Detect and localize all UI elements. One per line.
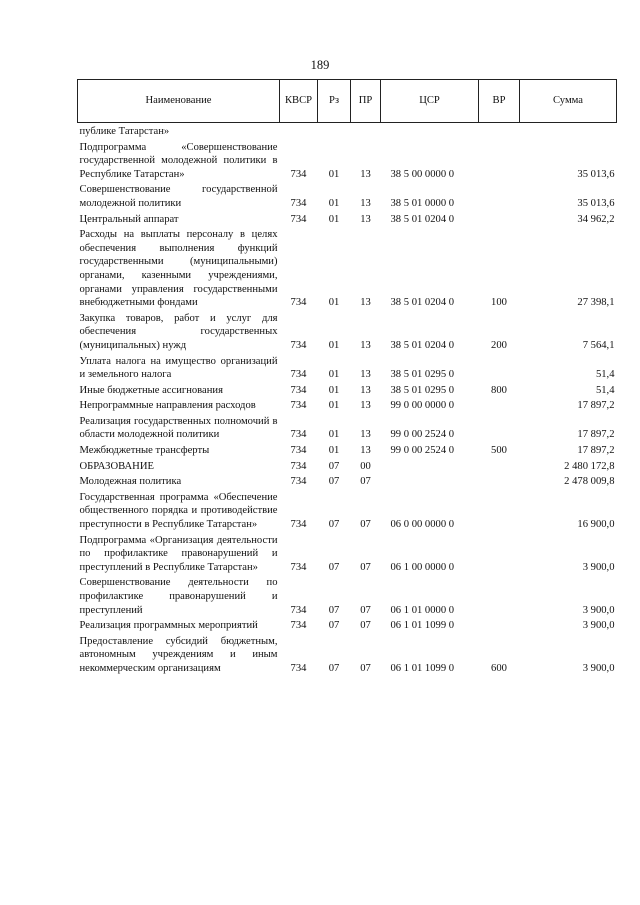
table-row [78, 312, 617, 355]
cell-rz: 01 [328, 339, 340, 351]
cell-csr: 38 5 01 0000 0 [390, 197, 455, 209]
cell-vr [479, 213, 520, 229]
cell-rz: 01 [328, 400, 340, 412]
table-body [78, 123, 617, 678]
cell-pr: 13 [360, 445, 371, 457]
cell-name: Уплата налога на имущество организаций и земельного налога [79, 355, 278, 381]
cell-rz: 01 [328, 168, 340, 180]
cell-vr [479, 141, 520, 184]
cell-name: ОБРАЗОВАНИЕ [79, 460, 154, 472]
cell-vr: 600 [491, 662, 507, 674]
cell-rz: 01 [328, 213, 340, 225]
cell-kvsr: 734 [290, 369, 307, 381]
cell-rz: 07 [328, 519, 340, 531]
cell-vr [479, 576, 520, 619]
cell-pr: 13 [360, 400, 371, 412]
cell-pr [351, 123, 381, 141]
table-row [78, 534, 617, 577]
cell-vr: 100 [491, 297, 507, 309]
table-header-row [78, 80, 617, 123]
cell-kvsr [280, 123, 318, 141]
cell-pr: 00 [360, 460, 371, 472]
cell-csr [381, 460, 479, 476]
cell-name: Подпрограмма «Совершенствование государственной молодежной политики в Республике Татарстан» [79, 141, 278, 180]
cell-pr: 13 [360, 297, 371, 309]
cell-pr: 13 [360, 168, 371, 180]
table-row [78, 213, 617, 229]
cell-csr: 06 1 00 0000 0 [390, 561, 455, 573]
cell-csr [381, 475, 479, 491]
table-row [78, 460, 617, 476]
cell-csr: 99 0 00 0000 0 [390, 400, 455, 412]
header-rz: Рз [318, 80, 351, 123]
cell-sum: 3 900,0 [582, 561, 615, 573]
cell-kvsr: 734 [290, 168, 307, 180]
cell-vr [479, 619, 520, 635]
cell-pr: 13 [360, 197, 371, 209]
cell-sum: 2 480 172,8 [564, 460, 615, 472]
cell-name: Совершенствование государственной молодежной политики [79, 184, 278, 209]
cell-name: Реализация государственных полномочий в области молодежной политики [79, 415, 278, 441]
table-row [78, 619, 617, 635]
cell-kvsr: 734 [290, 400, 307, 412]
cell-name: Реализация программных мероприятий [79, 620, 258, 632]
cell-vr [479, 475, 520, 491]
header-name: Наименование [78, 80, 280, 123]
cell-csr: 38 5 01 0295 0 [390, 369, 455, 381]
cell-csr: 99 0 00 2524 0 [390, 429, 455, 441]
cell-sum: 51,4 [595, 369, 615, 381]
cell-pr: 07 [360, 662, 371, 674]
cell-rz: 01 [328, 297, 340, 309]
header-kvsr: КВСР [280, 80, 318, 123]
cell-vr [479, 183, 520, 212]
cell-name: Расходы на выплаты персоналу в целях обеспечения выполнения функций государственными (муниципальными) органами, казенными учреждениями, органами управления государственными внебюджетными фондами [79, 229, 278, 309]
cell-csr: 99 0 00 2524 0 [390, 445, 455, 457]
table-row [78, 491, 617, 534]
cell-rz: 07 [328, 476, 340, 488]
cell-sum: 16 900,0 [577, 519, 615, 531]
cell-pr: 07 [360, 519, 371, 531]
cell-rz: 01 [328, 384, 340, 396]
cell-kvsr: 734 [290, 213, 307, 225]
cell-name: Иные бюджетные ассигнования [79, 384, 223, 396]
cell-vr [479, 415, 520, 444]
cell-kvsr: 734 [290, 519, 307, 531]
cell-rz: 07 [328, 561, 340, 573]
cell-rz: 07 [328, 620, 340, 632]
cell-name: Государственная программа «Обеспечение общественного порядка и противодействие преступности в Республике Татарстан» [79, 491, 278, 531]
cell-vr: 500 [491, 445, 507, 457]
cell-name: Непрограммные направления расходов [79, 400, 256, 412]
cell-vr: 800 [491, 384, 507, 396]
cell-vr [479, 123, 520, 141]
table-row [78, 384, 617, 400]
table-row [78, 415, 617, 444]
cell-kvsr: 734 [290, 476, 307, 488]
budget-table [77, 79, 617, 678]
cell-pr: 07 [360, 561, 371, 573]
cell-kvsr: 734 [290, 384, 307, 396]
cell-sum: 3 900,0 [582, 662, 615, 674]
cell-name: Совершенствование деятельности по профилактике правонарушений и преступлений [79, 577, 278, 616]
cell-vr [479, 355, 520, 384]
cell-rz: 01 [328, 445, 340, 457]
cell-sum: 3 900,0 [582, 604, 615, 616]
cell-name: Закупка товаров, работ и услуг для обеспечения государственных (муниципальных) нужд [79, 312, 278, 351]
cell-rz: 07 [328, 460, 340, 472]
table-row [78, 123, 617, 141]
cell-pr: 13 [360, 369, 371, 381]
cell-csr: 06 0 00 0000 0 [390, 519, 455, 531]
cell-name: Центральный аппарат [79, 213, 179, 225]
cell-name: публике Татарстан» [79, 126, 170, 137]
cell-sum: 2 478 009,8 [564, 476, 615, 488]
cell-vr [479, 491, 520, 534]
cell-rz: 07 [328, 662, 340, 674]
cell-kvsr: 734 [290, 339, 307, 351]
cell-pr: 13 [360, 429, 371, 441]
cell-name: Молодежная политика [79, 476, 182, 488]
table-row [78, 475, 617, 491]
cell-csr: 06 1 01 1099 0 [390, 662, 455, 674]
cell-sum: 51,4 [595, 384, 615, 396]
cell-sum: 34 962,2 [577, 213, 615, 225]
cell-sum: 17 897,2 [577, 445, 615, 457]
cell-csr: 38 5 01 0204 0 [390, 297, 455, 309]
cell-rz: 01 [328, 429, 340, 441]
header-pr: ПР [351, 80, 381, 123]
cell-vr: 200 [491, 339, 507, 351]
cell-csr: 38 5 01 0204 0 [390, 339, 455, 351]
table-row [78, 141, 617, 184]
cell-kvsr: 734 [290, 561, 307, 573]
header-csr: ЦСР [381, 80, 479, 123]
cell-kvsr: 734 [290, 197, 307, 209]
cell-csr: 38 5 01 0295 0 [390, 384, 455, 396]
cell-kvsr: 734 [290, 429, 307, 441]
cell-vr [479, 399, 520, 415]
cell-pr: 07 [360, 604, 371, 616]
cell-csr [381, 123, 479, 141]
cell-vr [479, 460, 520, 476]
cell-csr: 06 1 01 0000 0 [390, 604, 455, 616]
table-row [78, 576, 617, 619]
cell-csr: 38 5 00 0000 0 [390, 168, 455, 180]
cell-sum: 35 013,6 [577, 197, 615, 209]
cell-kvsr: 734 [290, 445, 307, 457]
cell-rz: 01 [328, 369, 340, 381]
table-row [78, 355, 617, 384]
cell-kvsr: 734 [290, 620, 307, 632]
table-row [78, 399, 617, 415]
cell-pr: 07 [360, 620, 371, 632]
table-row [78, 228, 617, 312]
cell-name: Подпрограмма «Организация деятельности по профилактике правонарушений и преступлений в Республике Татарстан» [79, 534, 278, 573]
header-sum: Сумма [520, 80, 617, 123]
cell-sum: 7 564,1 [582, 339, 615, 351]
cell-kvsr: 734 [290, 604, 307, 616]
cell-kvsr: 734 [290, 297, 307, 309]
cell-pr: 13 [360, 213, 371, 225]
table-row [78, 444, 617, 460]
page-number: 189 [310, 58, 330, 72]
cell-kvsr: 734 [290, 662, 307, 674]
cell-csr: 38 5 01 0204 0 [390, 213, 455, 225]
cell-pr: 13 [360, 384, 371, 396]
cell-rz: 01 [328, 197, 340, 209]
cell-name: Предоставление субсидий бюджетным, автономным учреждениям и иным некоммерческим организациям [79, 635, 278, 674]
cell-name: Межбюджетные трансферты [79, 445, 210, 457]
cell-rz [318, 123, 351, 141]
cell-csr: 06 1 01 1099 0 [390, 620, 455, 632]
cell-sum: 27 398,1 [577, 297, 615, 309]
table-row [78, 635, 617, 678]
cell-pr: 07 [360, 476, 371, 488]
cell-pr: 13 [360, 339, 371, 351]
cell-sum: 17 897,2 [577, 429, 615, 441]
cell-sum [520, 123, 617, 141]
cell-kvsr: 734 [290, 460, 307, 472]
cell-rz: 07 [328, 604, 340, 616]
cell-sum: 35 013,6 [577, 168, 615, 180]
cell-sum: 3 900,0 [582, 620, 615, 632]
table-row [78, 183, 617, 212]
cell-vr [479, 534, 520, 577]
header-vr: ВР [479, 80, 520, 123]
cell-sum: 17 897,2 [577, 400, 615, 412]
